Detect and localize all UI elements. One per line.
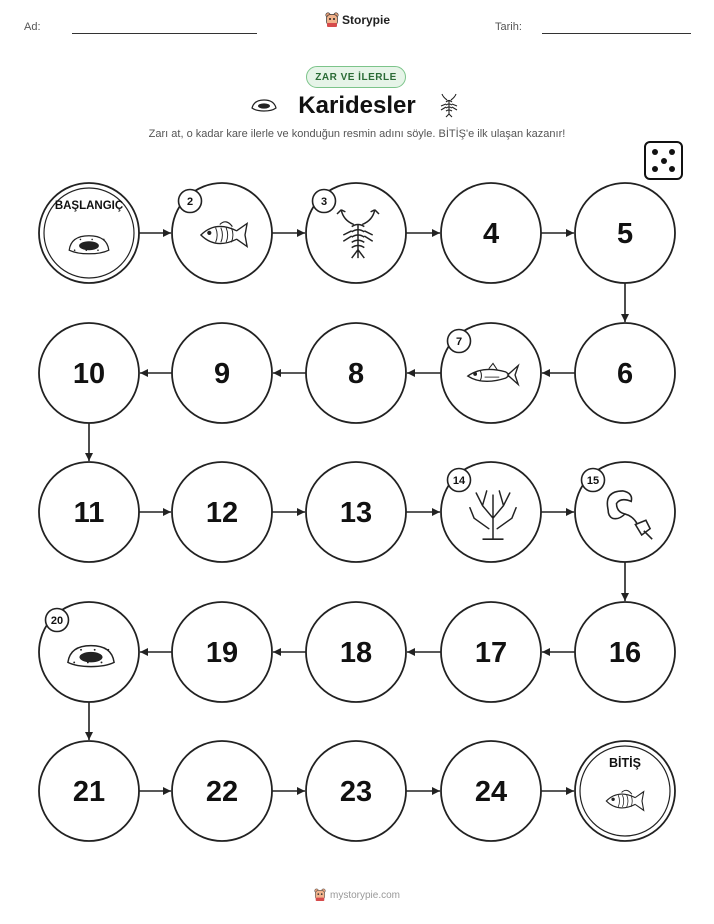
cell-number: 4 bbox=[482, 218, 500, 250]
board-cell-22 bbox=[172, 741, 272, 841]
path-arrow bbox=[406, 229, 440, 237]
cell-number-badge bbox=[448, 330, 471, 353]
cell-number: 22 bbox=[205, 776, 239, 808]
board-cell-7 bbox=[441, 323, 541, 423]
cell-badge-number: 3 bbox=[320, 196, 328, 208]
board-cell-19 bbox=[172, 602, 272, 702]
path-arrow bbox=[85, 423, 93, 461]
path-arrow bbox=[272, 787, 305, 795]
board-cell-2 bbox=[172, 183, 272, 283]
path-arrow bbox=[542, 369, 575, 377]
cell-number: 11 bbox=[73, 497, 105, 529]
cell-number: 12 bbox=[205, 497, 239, 529]
cell-badge-number: 7 bbox=[455, 336, 463, 348]
cell-number-badge bbox=[448, 469, 471, 492]
cell-number: 8 bbox=[347, 358, 365, 390]
board-cell-20 bbox=[39, 602, 139, 702]
board-cell-13 bbox=[306, 462, 406, 562]
path-arrow bbox=[407, 369, 441, 377]
storypie-mascot-icon bbox=[314, 888, 326, 902]
path-arrow bbox=[273, 369, 306, 377]
path-arrow bbox=[406, 787, 440, 795]
board-cell-12 bbox=[172, 462, 272, 562]
path-arrow bbox=[140, 648, 172, 656]
board-cell-24 bbox=[441, 741, 541, 841]
path-arrow bbox=[542, 648, 575, 656]
board-cell-16 bbox=[575, 602, 675, 702]
path-arrow bbox=[85, 702, 93, 740]
board-cell-23 bbox=[306, 741, 406, 841]
cell-number: 19 bbox=[205, 637, 239, 669]
path-arrow bbox=[139, 787, 171, 795]
board-cell-18 bbox=[306, 602, 406, 702]
path-arrow bbox=[139, 229, 171, 237]
path-arrow bbox=[273, 648, 306, 656]
start-label: BAŞLANGIÇ bbox=[54, 200, 124, 212]
board-cell-6 bbox=[575, 323, 675, 423]
cell-number-badge bbox=[46, 609, 69, 632]
board-cell-1 bbox=[39, 183, 139, 283]
path-arrow bbox=[621, 562, 629, 601]
board-cell-14 bbox=[441, 462, 541, 562]
footer bbox=[0, 888, 714, 902]
activity-badge: ZAR VE İLERLE bbox=[306, 66, 406, 88]
cell-number-badge bbox=[313, 190, 336, 213]
cell-number: 16 bbox=[608, 637, 642, 669]
cell-number: 5 bbox=[616, 218, 634, 250]
page-title: Karidesler bbox=[298, 92, 416, 119]
board-cell-4 bbox=[441, 183, 541, 283]
brand-name: Storypie bbox=[342, 13, 391, 27]
date-label: Tarih: bbox=[495, 21, 522, 33]
finish-label: BİTİŞ bbox=[609, 756, 641, 770]
board-cell-10 bbox=[39, 323, 139, 423]
instructions-text: Zarı at, o kadar kare ilerle ve konduğun resmin adını söyle. BİTİŞ'e ilk ulaşan kazanır! bbox=[148, 128, 566, 140]
cell-number-badge bbox=[582, 469, 605, 492]
path-arrow bbox=[407, 648, 441, 656]
board-cell-5 bbox=[575, 183, 675, 283]
board-cell-25 bbox=[575, 741, 675, 841]
board-cell-8 bbox=[306, 323, 406, 423]
path-arrow bbox=[139, 508, 171, 516]
cell-badge-number: 15 bbox=[586, 475, 600, 487]
cell-number: 10 bbox=[72, 358, 106, 390]
cell-badge-number: 2 bbox=[186, 196, 194, 208]
cell-number: 13 bbox=[339, 497, 373, 529]
board-cell-15 bbox=[575, 462, 675, 562]
board-cell-11 bbox=[39, 462, 139, 562]
name-label: Ad: bbox=[24, 21, 41, 33]
footer-url: mystorypie.com bbox=[329, 889, 400, 901]
cell-badge-number: 20 bbox=[50, 615, 64, 627]
cell-number: 24 bbox=[474, 776, 508, 808]
cell-number-badge bbox=[179, 190, 202, 213]
board-cell-9 bbox=[172, 323, 272, 423]
board-cell-3 bbox=[306, 183, 406, 283]
board-cell-17 bbox=[441, 602, 541, 702]
path-arrow bbox=[541, 787, 574, 795]
path-arrow bbox=[621, 283, 629, 322]
cell-number: 9 bbox=[213, 358, 231, 390]
cell-number: 21 bbox=[72, 776, 106, 808]
cell-badge-number: 14 bbox=[452, 475, 466, 487]
path-arrow bbox=[272, 229, 305, 237]
cell-number: 17 bbox=[474, 637, 508, 669]
cell-number: 6 bbox=[616, 358, 634, 390]
cell-number: 18 bbox=[339, 637, 373, 669]
path-arrow bbox=[140, 369, 172, 377]
path-arrow bbox=[541, 508, 574, 516]
path-arrow bbox=[406, 508, 440, 516]
board-cell-21 bbox=[39, 741, 139, 841]
path-arrow bbox=[272, 508, 305, 516]
path-arrow bbox=[541, 229, 574, 237]
cell-number: 23 bbox=[339, 776, 373, 808]
